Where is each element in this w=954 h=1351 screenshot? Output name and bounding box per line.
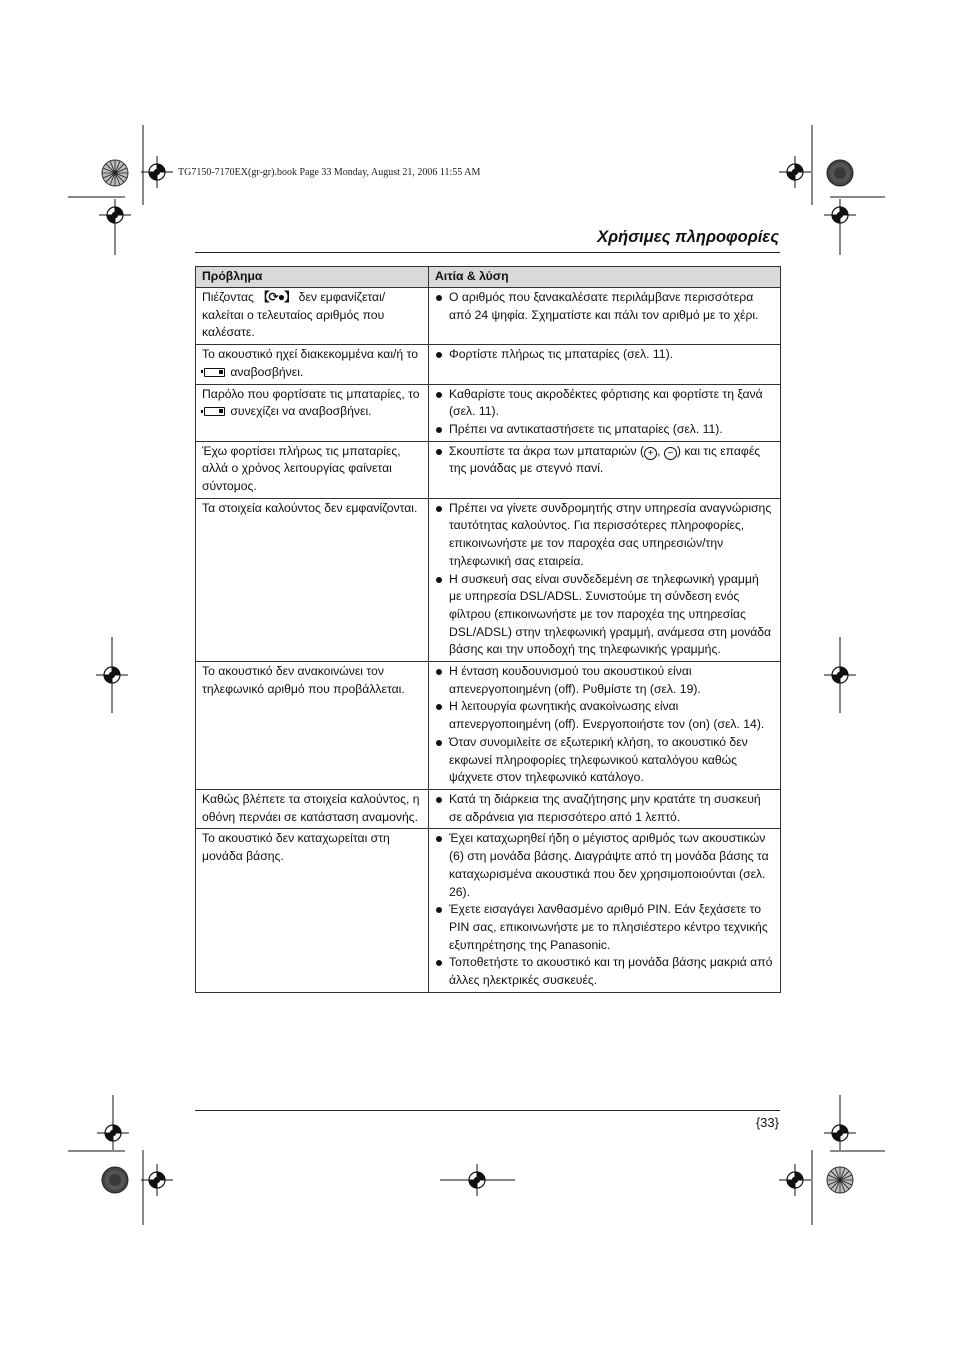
table-row xyxy=(196,829,781,992)
solution-cell xyxy=(429,384,781,441)
solution-item: Ο αριθμός που ξανακαλέσατε περιλάμβανε περισσότερα από 24 ψηφία. Σχηματίστε και πάλι τον αριθμό με το χέρι. xyxy=(435,289,774,324)
troubleshooting-table xyxy=(195,266,781,993)
solution-item: Πρέπει να γίνετε συνδρομητής στην υπηρεσία αναγνώρισης ταυτότητας καλούντος. Για περισσότερες πληροφορίες, επικοινωνήστε με τον παροχέα σας υπηρεσιών/την τηλεφωνική σας εταιρεία. xyxy=(435,500,774,571)
solution-item: Η ένταση κουδουνισμού του ακουστικού είναι απενεργοποιημένη (off). Ρυθμίστε τη (σελ. 19). xyxy=(435,663,774,698)
table-row xyxy=(196,662,781,790)
solution-cell xyxy=(429,345,781,384)
problem-cell: Παρόλο που φορτίσατε τις μπαταρίες, το συνεχίζει να αναβοσβήνει. xyxy=(196,384,429,441)
column-header-problem: Πρόβλημα xyxy=(196,267,429,288)
problem-cell: Το ακουστικό δεν ανακοινώνει τον τηλεφωνικό αριθμό που προβάλλεται. xyxy=(196,662,429,790)
table-row xyxy=(196,384,781,441)
problem-cell: Έχω φορτίσει πλήρως τις μπαταρίες, αλλά ο χρόνος λειτουργίας φαίνεται σύντομος. xyxy=(196,441,429,498)
page-number: {33} xyxy=(755,1115,779,1130)
table-row xyxy=(196,498,781,661)
solution-cell xyxy=(429,288,781,345)
solution-item: Πρέπει να αντικαταστήσετε τις μπαταρίες (σελ. 11). xyxy=(435,421,774,439)
solution-item: Έχει καταχωρηθεί ήδη ο μέγιστος αριθμός των ακουστικών (6) στη μονάδα βάσης. Διαγράψτε από τη μονάδα βάσης τα καταχωρισμένα ακουστικά που δεν χρησιμοποιούνται (σελ. 26). xyxy=(435,830,774,901)
solution-item: Σκουπίστε τα άκρα των μπαταριών ( + , − ) και τις επαφές της μονάδας με στεγνό πανί. xyxy=(435,443,774,478)
problem-cell: Τα στοιχεία καλούντος δεν εμφανίζονται. xyxy=(196,498,429,661)
problem-cell: Το ακουστικό ηχεί διακεκομμένα και/ή το αναβοσβήνει. xyxy=(196,345,429,384)
solution-cell xyxy=(429,662,781,790)
solution-item: Τοποθετήστε το ακουστικό και τη μονάδα βάσης μακριά από άλλες ηλεκτρικές συσκευές. xyxy=(435,954,774,989)
problem-cell: Καθώς βλέπετε τα στοιχεία καλούντος, η οθόνη περνάει σε κατάσταση αναμονής. xyxy=(196,789,429,828)
redial-key-icon: 【⟳●】 xyxy=(257,290,296,304)
table-row xyxy=(196,288,781,345)
solution-cell xyxy=(429,789,781,828)
solution-item: Όταν συνομιλείτε σε εξωτερική κλήση, το ακουστικό δεν εκφωνεί πληροφορίες τηλεφωνικού καταλόγου καθώς ψάχνετε στον τηλεφωνικό κατάλογο. xyxy=(435,734,774,787)
table-row xyxy=(196,789,781,828)
battery-icon xyxy=(204,407,225,416)
plus-terminal-icon: + xyxy=(644,447,657,460)
solution-item: Η λειτουργία φωνητικής ανακοίνωσης είναι απενεργοποιημένη (off). Ενεργοποιήστε τον (on) (σελ. 14). xyxy=(435,698,774,733)
solution-item: Η συσκευή σας είναι συνδεδεμένη σε τηλεφωνική γραμμή με υπηρεσία DSL/ADSL. Συνιστούμε τη σύνδεση ενός φίλτρου (επικοινωνήστε με τον παροχέα της υπηρεσίας DSL/ADSL) στην τηλεφωνική γραμμή, ανάμεσα στη μονάδα βάσης και την υποδοχή της τηλεφωνικής γραμμής. xyxy=(435,571,774,660)
header-rule xyxy=(195,252,780,253)
solution-item: Κατά τη διάρκεια της αναζήτησης μην κρατάτε τη συσκευή σε αδράνεια για περισσότερο από 1 λεπτό. xyxy=(435,791,774,826)
battery-icon xyxy=(204,368,225,377)
section-title: Χρήσιμες πληροφορίες xyxy=(597,228,779,246)
solution-cell xyxy=(429,829,781,992)
solution-cell xyxy=(429,441,781,498)
solution-cell xyxy=(429,498,781,661)
table-header-row xyxy=(196,267,781,288)
solution-item: Φορτίστε πλήρως τις μπαταρίες (σελ. 11). xyxy=(435,346,774,364)
solution-item: Έχετε εισαγάγει λανθασμένο αριθμό PIN. Εάν ξεχάσετε το PIN σας, επικοινωνήστε με το πλησιέστερο κέντρο τεχνικής εξυπηρέτησης της Panasonic. xyxy=(435,901,774,954)
table-row xyxy=(196,345,781,384)
file-info-header: TG7150-7170EX(gr-gr).book Page 33 Monday, August 21, 2006 11:55 AM xyxy=(178,167,481,178)
table-row xyxy=(196,441,781,498)
problem-cell: Το ακουστικό δεν καταχωρείται στη μονάδα βάσης. xyxy=(196,829,429,992)
minus-terminal-icon: − xyxy=(664,447,677,460)
problem-cell: Πιέζοντας 【⟳●】 δεν εμφανίζεται/καλείται ο τελευταίος αριθμός που καλέσατε. xyxy=(196,288,429,345)
column-header-solution: Αιτία & λύση xyxy=(429,267,781,288)
footer-rule xyxy=(195,1110,780,1111)
solution-item: Καθαρίστε τους ακροδέκτες φόρτισης και φορτίστε τη ξανά (σελ. 11). xyxy=(435,386,774,421)
